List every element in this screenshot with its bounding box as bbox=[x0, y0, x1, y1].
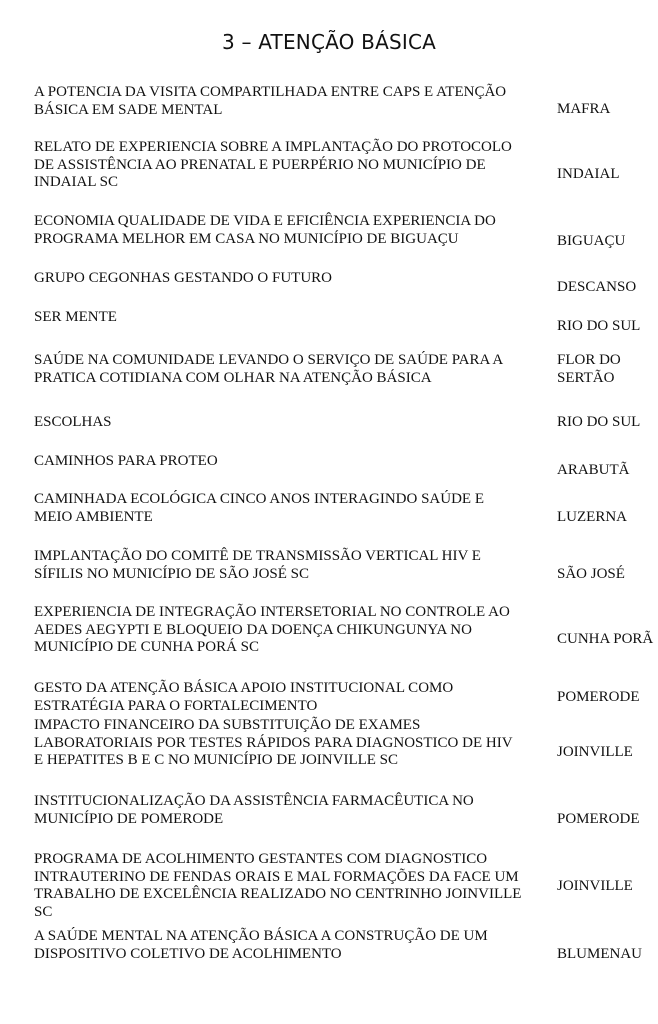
entry-city: POMERODE bbox=[557, 689, 640, 705]
entry-city: RIO DO SUL bbox=[557, 318, 641, 334]
entry-title: SAÚDE NA COMUNIDADE LEVANDO O SERVIÇO DE SAÚDE PARA A PRATICA COTIDIANA COM OLHAR NA ATENÇÃO BÁSICA bbox=[34, 352, 504, 386]
entry-title: IMPLANTAÇÃO DO COMITÊ DE TRANSMISSÃO VERTICAL HIV E SÍFILIS NO MUNICÍPIO DE SÃO JOSÉ SC bbox=[34, 548, 481, 582]
entry-title: IMPACTO FINANCEIRO DA SUBSTITUIÇÃO DE EXAMES LABORATORIAIS POR TESTES RÁPIDOS PARA DIAGNOSTICO DE HIV E HEPATITES B E C NO MUNICÍPIO DE JOINVILLE SC bbox=[34, 717, 513, 768]
entry-city: JOINVILLE bbox=[557, 878, 633, 894]
entry-title: A SAÚDE MENTAL NA ATENÇÃO BÁSICA A CONSTRUÇÃO DE UM DISPOSITIVO COLETIVO DE ACOLHIMENTO bbox=[34, 928, 488, 962]
entry-title: ECONOMIA QUALIDADE DE VIDA E EFICIÊNCIA EXPERIENCIA DO PROGRAMA MELHOR EM CASA NO MUNICÍPIO DE BIGUAÇU bbox=[34, 213, 496, 247]
entry-city: MAFRA bbox=[557, 101, 611, 117]
entry-city: LUZERNA bbox=[557, 509, 627, 525]
entry-title: A POTENCIA DA VISITA COMPARTILHADA ENTRE CAPS E ATENÇÃO BÁSICA EM SADE MENTAL bbox=[34, 84, 507, 118]
entry-city: RIO DO SUL bbox=[557, 414, 641, 430]
entry-city: DESCANSO bbox=[557, 279, 637, 295]
entry-city: JOINVILLE bbox=[557, 744, 633, 760]
entry-title: INSTITUCIONALIZAÇÃO DA ASSISTÊNCIA FARMACÊUTICA NO MUNICÍPIO DE POMERODE bbox=[34, 793, 474, 827]
entry-city: CUNHA PORÃ bbox=[557, 631, 654, 647]
entry-title: PROGRAMA DE ACOLHIMENTO GESTANTES COM DIAGNOSTICO INTRAUTERINO DE FENDAS ORAIS E MAL FORMAÇÕES DA FACE UM TRABALHO DE EXCELÊNCIA REALIZADO NO CENTRINHO JOINVILLE SC bbox=[34, 851, 522, 920]
entry-title: EXPERIENCIA DE INTEGRAÇÃO INTERSETORIAL NO CONTROLE AO AEDES AEGYPTI E BLOQUEIO DA DOENÇA CHIKUNGUNYA NO MUNICÍPIO DE CUNHA PORÁ SC bbox=[34, 604, 510, 655]
entry-title: GESTO DA ATENÇÃO BÁSICA APOIO INSTITUCIONAL COMO ESTRATÉGIA PARA O FORTALECIMENTO bbox=[34, 680, 454, 714]
entry-title: CAMINHOS PARA PROTEO bbox=[34, 453, 218, 469]
entry-title: RELATO DE EXPERIENCIA SOBRE A IMPLANTAÇÃO DO PROTOCOLO DE ASSISTÊNCIA AO PRENATAL E PUERPÉRIO NO MUNICÍPIO DE INDAIAL SC bbox=[34, 139, 512, 190]
entry-title: GRUPO CEGONHAS GESTANDO O FUTURO bbox=[34, 270, 332, 286]
entry-city: SÃO JOSÉ bbox=[557, 566, 625, 582]
entry-city: BIGUAÇU bbox=[557, 233, 626, 249]
entry-title: CAMINHADA ECOLÓGICA CINCO ANOS INTERAGINDO SAÚDE E MEIO AMBIENTE bbox=[34, 491, 484, 525]
entry-title: ESCOLHAS bbox=[34, 414, 112, 430]
entry-city: BLUMENAU bbox=[557, 946, 642, 962]
entry-city: POMERODE bbox=[557, 811, 640, 827]
entry-city: FLOR DO SERTÃO bbox=[557, 352, 621, 386]
entry-city: INDAIAL bbox=[557, 166, 620, 182]
entry-city: ARABUTÃ bbox=[557, 462, 630, 478]
section-title: 3 – ATENÇÃO BÁSICA bbox=[221, 30, 437, 54]
entry-title: SER MENTE bbox=[34, 309, 117, 325]
